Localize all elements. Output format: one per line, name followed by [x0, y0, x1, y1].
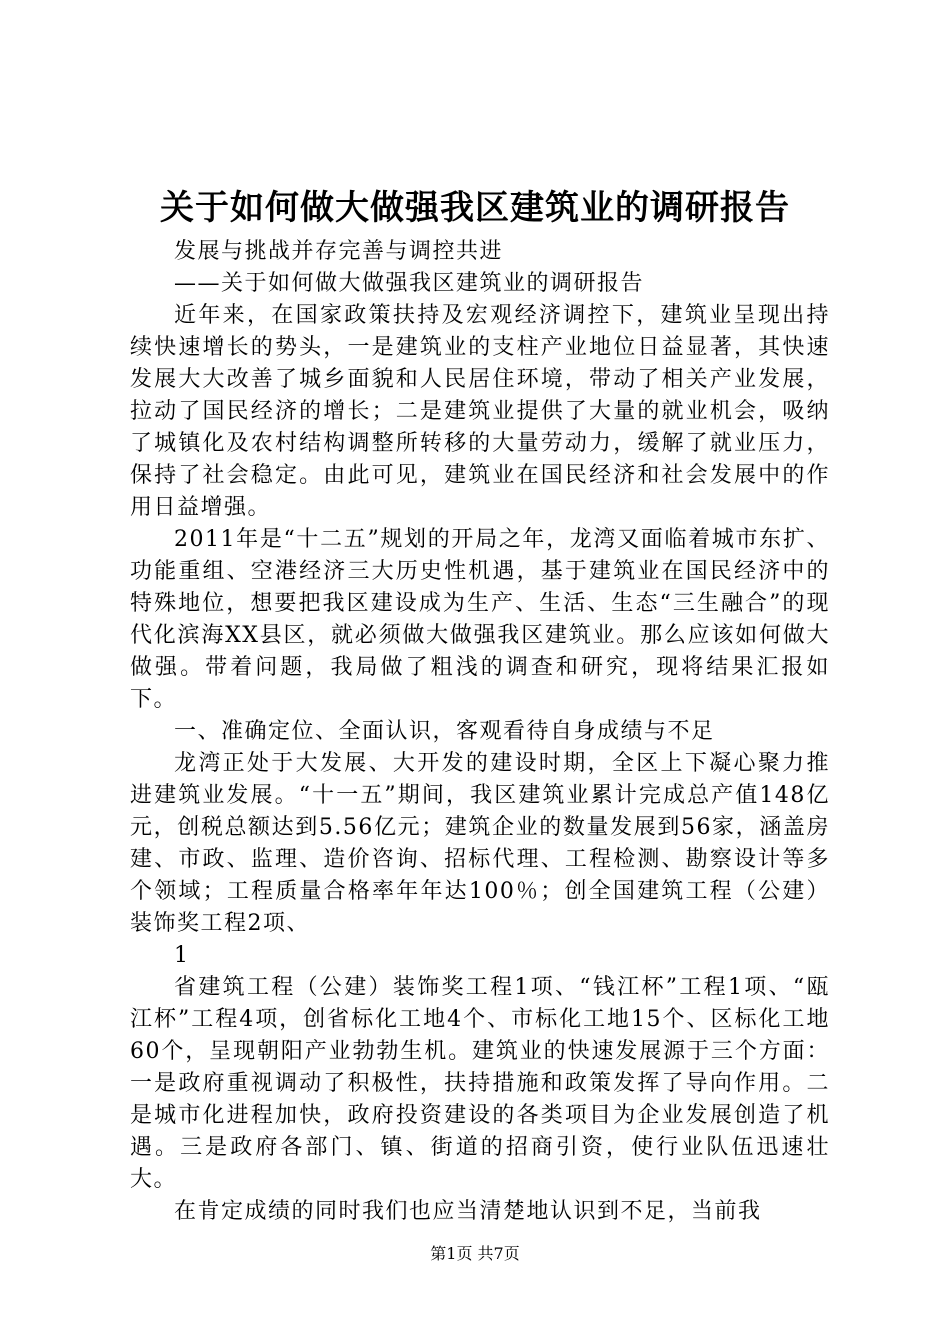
section-heading-1: 一、准确定位、全面认识，客观看待自身成绩与不足: [174, 719, 715, 744]
paragraph-intro: 近年来，在国家政策扶持及宏观经济调控下，建筑业呈现出持续快速增长的势头，一是建筑业的支柱产业地位日益显著，其快速发展大大改善了城乡面貌和人民居住环境，带动了相关产业发展，拉动了国民经济的增长；二是建筑业提供了大量的就业机会，吸纳了城镇化及农村结构调整所转移的大量劳动力，缓解了就业压力，保持了社会稳定。由此可见，建筑业在国民经济和社会发展中的作用日益增强。: [130, 303, 830, 520]
page-title: 关于如何做大做强我区建筑业的调研报告: [160, 188, 790, 228]
page-footer: 第1页 共7页: [430, 1244, 520, 1263]
subtitle-line-1: 发展与挑战并存完善与调控共进: [174, 239, 504, 264]
paragraph-shortcomings: 在肯定成绩的同时我们也应当清楚地认识到不足，当前我: [174, 1199, 762, 1224]
subtitle-line-2: ——关于如何做大做强我区建筑业的调研报告: [174, 271, 645, 296]
paragraph-awards: 省建筑工程（公建）装饰奖工程1项、“钱江杯”工程1项、“瓯江杯”工程4项，创省标化工地4个、市标化工地15个、区标化工地60个，呈现朝阳产业勃勃生机。建筑业的快速发展源于三个方面：一是政府重视调动了积极性，扶持措施和政策发挥了导向作用。二是城市化进程加快，政府投资建设的各类项目为企业发展创造了机遇。三是政府各部门、镇、街道的招商引资，使行业队伍迅速壮大。: [130, 975, 830, 1192]
inline-page-number: 1: [174, 943, 189, 968]
paragraph-achievements: 龙湾正处于大发展、大开发的建设时期，全区上下凝心聚力推进建筑业发展。“十一五”期间，我区建筑业累计完成总产值148亿元，创税总额达到5.56亿元；建筑企业的数量发展到56家，涵盖房建、市政、监理、造价咨询、招标代理、工程检测、勘察设计等多个领域；工程质量合格率年年达100％；创全国建筑工程（公建）装饰奖工程2项、: [130, 751, 830, 936]
paragraph-twelfth-five-year: 2011年是“十二五”规划的开局之年，龙湾又面临着城市东扩、功能重组、空港经济三大历史性机遇，基于建筑业在国民经济中的特殊地位，想要把我区建设成为生产、生活、生态“三生融合”的现代化滨海XX县区，就必须做大做强我区建筑业。那么应该如何做大做强。带着问题，我局做了粗浅的调查和研究，现将结果汇报如下。: [130, 527, 830, 712]
document-body: [130, 236, 830, 1228]
